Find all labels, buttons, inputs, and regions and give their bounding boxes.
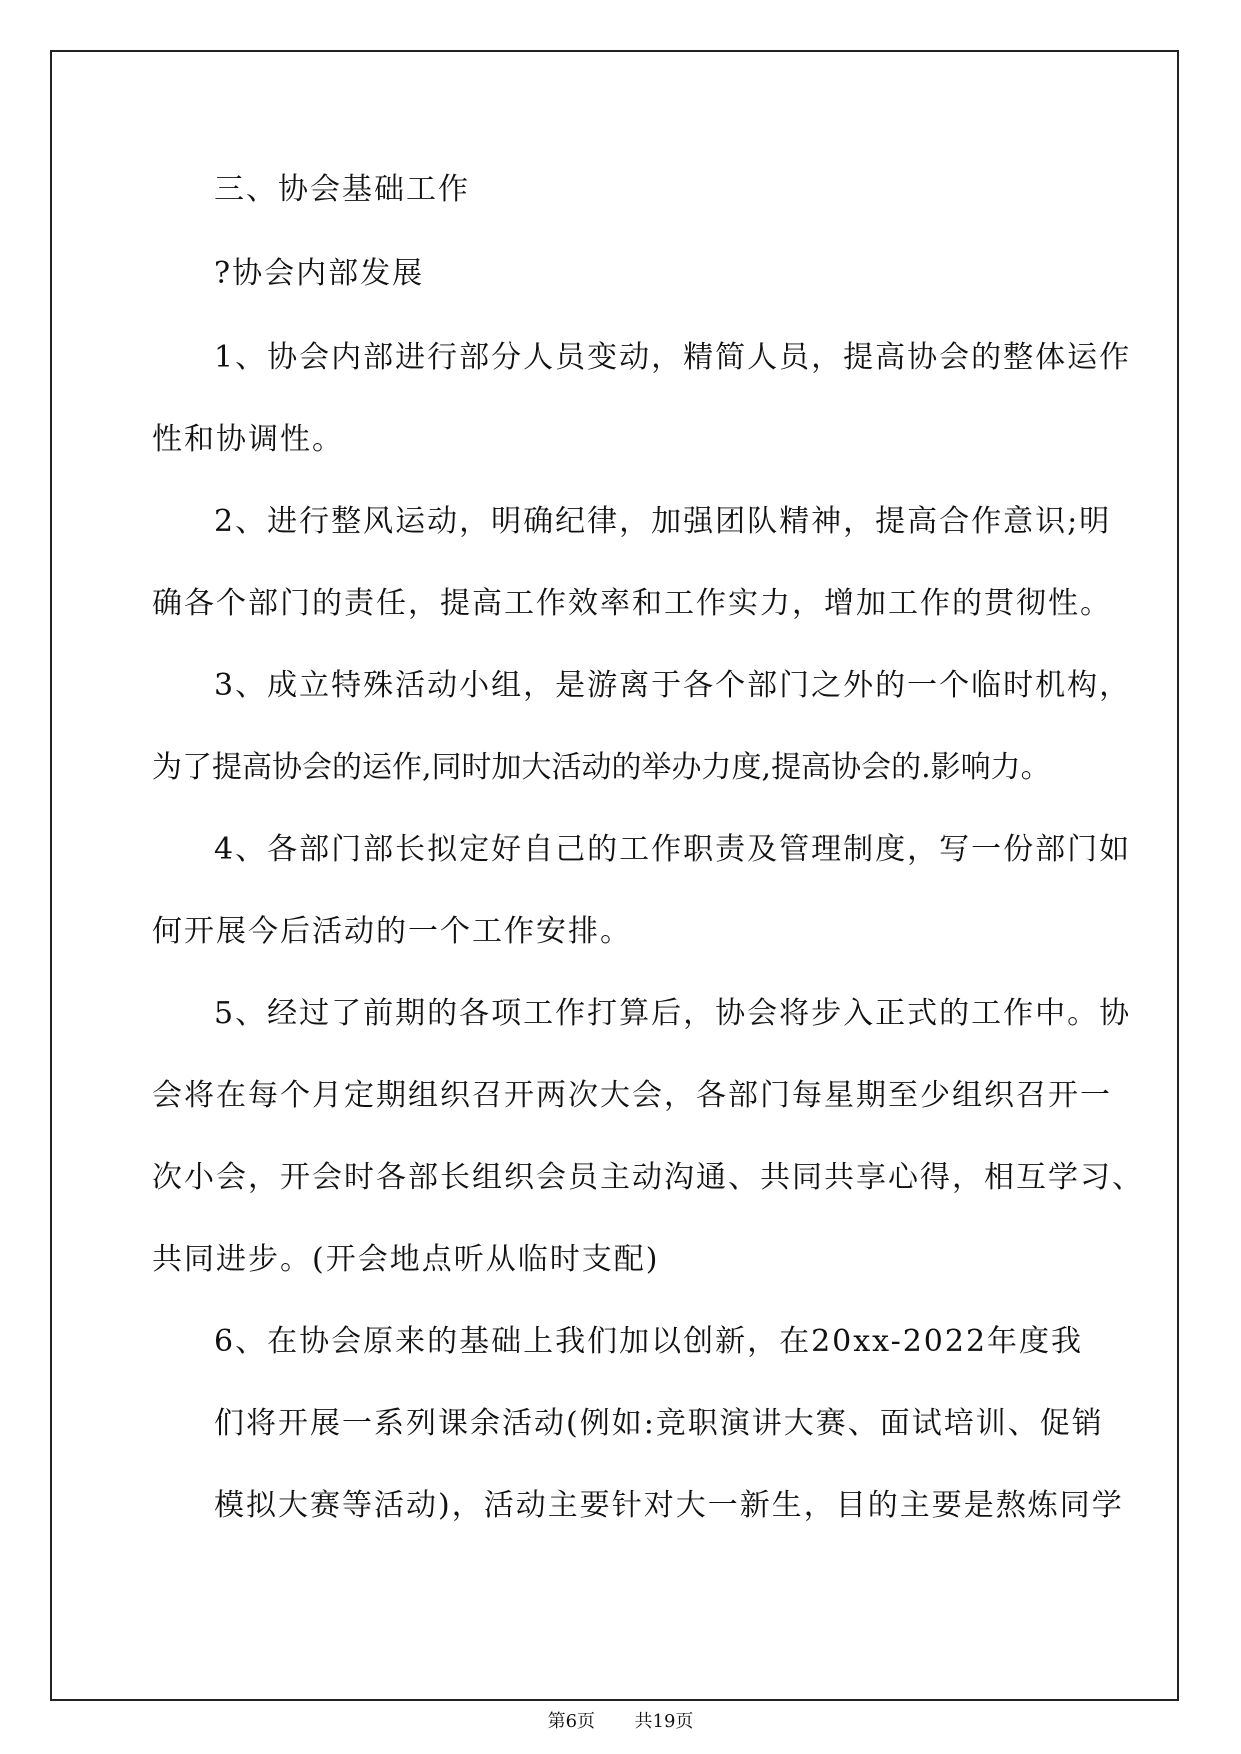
paragraph-line: 为了提高协会的运作,同时加大活动的举办力度,提高协会的.影响力。 [152,750,1051,785]
paragraph-line: 次小会，开会时各部长组织会员主动沟通、共同共享心得，相互学习、 [152,1160,1144,1195]
page-footer [0,1710,1241,1734]
paragraph-line: 3、成立特殊活动小组，是游离于各个部门之外的一个临时机构， [214,668,1132,703]
paragraph-line: 共同进步。(开会地点听从临时支配) [152,1242,660,1277]
page-total: 共19页 [634,1711,694,1732]
paragraph-line: 性和协调性。 [152,422,344,457]
subheading: ?协会内部发展 [214,256,425,291]
section-heading: 三、协会基础工作 [214,172,470,207]
paragraph-line: 1、协会内部进行部分人员变动，精简人员，提高协会的整体运作 [214,340,1132,375]
paragraph-line: 4、各部门部长拟定好自己的工作职责及管理制度，写一份部门如 [214,832,1132,867]
page-border [50,50,1179,1701]
paragraph-line: 们将开展一系列课余活动(例如:竞职演讲大赛、面试培训、促销 [214,1406,1104,1441]
paragraph-line: 何开展今后活动的一个工作安排。 [152,914,632,949]
paragraph-line: 会将在每个月定期组织召开两次大会，各部门每星期至少组织召开一 [152,1078,1112,1113]
paragraph-line: 6、在协会原来的基础上我们加以创新，在20xx-2022年度我 [214,1324,1084,1359]
paragraph-line: 确各个部门的责任，提高工作效率和工作实力，增加工作的贯彻性。 [152,586,1112,621]
page-number: 第6页 [547,1711,596,1732]
paragraph-line: 2、进行整风运动，明确纪律，加强团队精神，提高合作意识;明 [214,504,1112,539]
paragraph-line: 模拟大赛等活动)，活动主要针对大一新生，目的主要是熬炼同学 [214,1488,1124,1523]
paragraph-line: 5、经过了前期的各项工作打算后，协会将步入正式的工作中。协 [214,996,1132,1031]
